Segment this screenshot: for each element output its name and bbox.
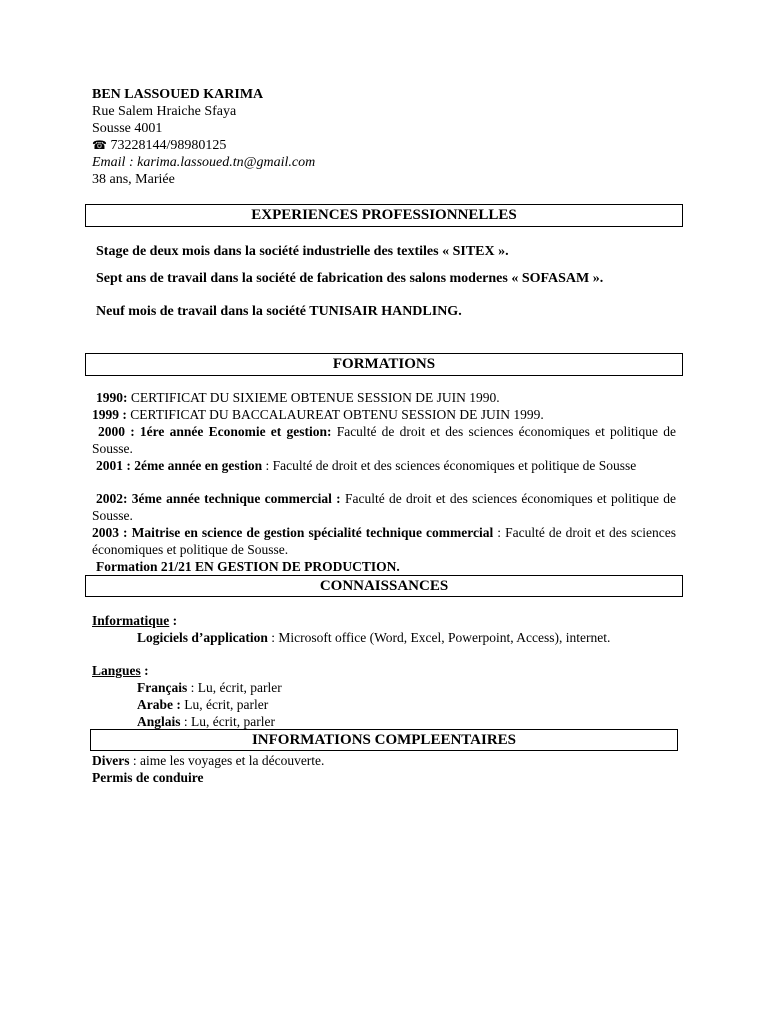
formation-item bbox=[92, 457, 676, 474]
telephone-icon: ☎ bbox=[92, 138, 107, 152]
age-status: 38 ans, Mariée bbox=[92, 172, 175, 187]
email-line: Email : karima.lassoued.tn@gmail.com bbox=[92, 155, 316, 170]
language-name: Français bbox=[137, 680, 188, 695]
formation-last: Formation 21/21 EN GESTION DE PRODUCTION. bbox=[96, 559, 400, 574]
formation-item bbox=[92, 490, 676, 524]
address-city: Sousse 4001 bbox=[92, 121, 163, 136]
phone-number: 73228144/98980125 bbox=[110, 138, 227, 153]
language-item bbox=[137, 679, 282, 696]
language-level: : Lu, écrit, parler bbox=[187, 680, 282, 695]
divers-text: : aime les voyages et la découverte. bbox=[129, 753, 325, 768]
phone-line bbox=[92, 137, 226, 154]
formation-item bbox=[92, 406, 544, 423]
formation-item bbox=[92, 423, 676, 457]
logiciels-line bbox=[92, 629, 676, 646]
colon: : bbox=[169, 613, 178, 628]
formation-year: 2003 bbox=[92, 525, 119, 540]
experience-item: Neuf mois de travail dans la société TUNISAIR HANDLING. bbox=[96, 304, 462, 319]
logiciels-text: : Microsoft office (Word, Excel, Powerpoint, Access), internet. bbox=[267, 630, 611, 645]
section-title-connaissances: CONNAISSANCES bbox=[85, 575, 683, 597]
formation-text: : Faculté de droit et des sciences économiques et politique de Sousse bbox=[262, 458, 637, 473]
langues-heading bbox=[92, 662, 149, 679]
formation-year: 2001 bbox=[96, 458, 123, 473]
formation-title: : 2éme année en gestion bbox=[123, 458, 263, 473]
formation-item bbox=[92, 524, 676, 558]
formation-text: : Faculté de droit et des sciences économiques et politique de Sousse. bbox=[92, 525, 676, 557]
experience-item: Sept ans de travail dans la société de fabrication des salons modernes « SOFASAM ». bbox=[96, 271, 604, 286]
experience-item: Stage de deux mois dans la société industrielle des textiles « SITEX ». bbox=[96, 244, 509, 259]
section-title-informations: INFORMATIONS COMPLEENTAIRES bbox=[90, 729, 678, 751]
address-street: Rue Salem Hraiche Sfaya bbox=[92, 104, 237, 119]
formation-text: CERTIFICAT DU BACCALAUREAT OBTENU SESSION DE JUIN 1999. bbox=[126, 407, 544, 422]
colon: : bbox=[140, 663, 149, 678]
formation-title: : Maitrise en science de gestion spécialité technique commercial bbox=[119, 525, 494, 540]
langues-label: Langues bbox=[92, 663, 141, 678]
formation-text: Faculté de droit et des sciences économiques et politique de Sousse. bbox=[92, 424, 676, 456]
language-level: Lu, écrit, parler bbox=[180, 697, 269, 712]
divers-label: Divers bbox=[92, 753, 130, 768]
formation-title: 3éme année technique commercial : bbox=[127, 491, 341, 506]
language-item bbox=[137, 696, 268, 713]
informatique-heading bbox=[92, 612, 177, 629]
section-title-formations: FORMATIONS bbox=[85, 353, 683, 376]
formation-title: 1ére année Economie et gestion: bbox=[134, 424, 332, 439]
language-level: : Lu, écrit, parler bbox=[180, 714, 275, 729]
language-item bbox=[137, 713, 275, 730]
logiciels-label: Logiciels d’application bbox=[137, 630, 268, 645]
divers-line bbox=[92, 752, 324, 769]
formation-year: 1999 : bbox=[92, 407, 127, 422]
formation-text: CERTIFICAT DU SIXIEME OBTENUE SESSION DE JUIN 1990. bbox=[127, 390, 500, 405]
formation-year: 2002: bbox=[96, 491, 128, 506]
language-name: Arabe : bbox=[137, 697, 181, 712]
formation-year: 2000 : bbox=[98, 424, 135, 439]
informatique-label: Informatique bbox=[92, 613, 170, 628]
formation-text: Faculté de droit et des sciences économiques et politique de Sousse. bbox=[92, 491, 676, 523]
permis-line: Permis de conduire bbox=[92, 770, 204, 785]
candidate-name: BEN LASSOUED KARIMA bbox=[92, 87, 264, 102]
formation-year: 1990: bbox=[96, 390, 128, 405]
section-title-experiences: EXPERIENCES PROFESSIONNELLES bbox=[85, 204, 683, 227]
formation-item bbox=[96, 389, 500, 406]
language-name: Anglais bbox=[137, 714, 181, 729]
